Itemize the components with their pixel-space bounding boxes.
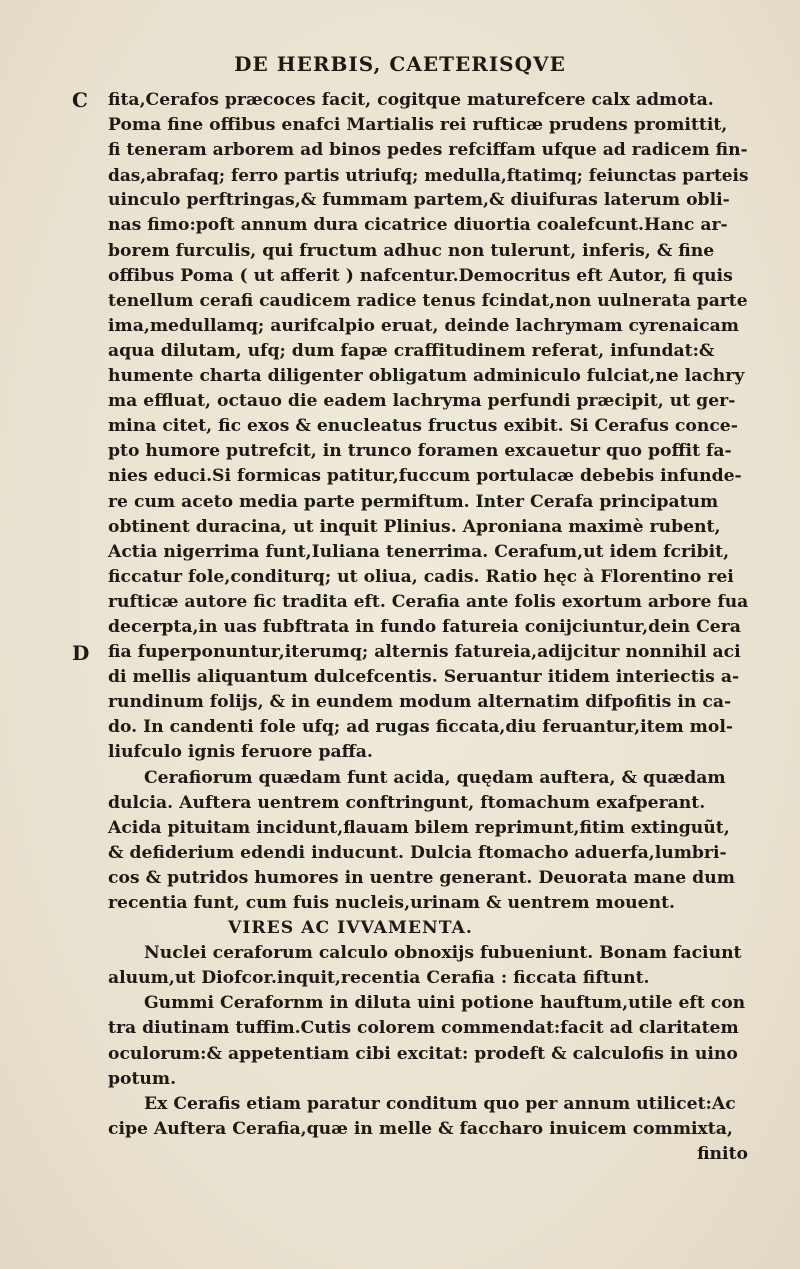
text-line: Nuclei ceraforum calculo obnoxijs fubueniunt. Bonam faciunt: [144, 943, 742, 964]
text-line: tra diutinam tuffim.Cutis colorem commendat:facit ad claritatem: [108, 1018, 739, 1039]
text-line: do. In candenti fole ufq; ad rugas ficcata,diu feruantur,item mol-: [108, 717, 733, 738]
text-line: oculorum:& appetentiam cibi excitat: prodeft & calculofis in uino: [108, 1043, 738, 1064]
text-line: das,abrafaq; ferro partis utriufq; medulla,ftatimq; feiunctas parteis: [108, 165, 749, 186]
text-line: & defiderium edendi inducunt. Dulcia ftomacho aduerfa,lumbri-: [108, 842, 727, 863]
text-line: Acida pituitam incidunt,flauam bilem reprimunt,fitim extinguũt,: [108, 817, 730, 838]
text-line: ma effluat, octauo die eadem lachryma perfundi præcipit, ut ger-: [108, 391, 736, 412]
text-line: Cerafiorum quædam funt acida, quędam auftera, & quædam: [144, 767, 726, 788]
text-line: humente charta diligenter obligatum adminiculo fulciat,ne lachry: [108, 366, 745, 387]
text-line: cipe Auftera Cerafia,quæ in melle & faccharo inuicem commixta,: [108, 1118, 733, 1139]
text-line: dulcia. Auftera uentrem conftringunt, ftomachum exafperant.: [108, 792, 706, 813]
text-line: mina citet, fic exos & enucleatus fructus exibit. Si Cerafus conce-: [108, 416, 738, 437]
text-line: re cum aceto media parte permiftum. Inter Cerafa principatum: [108, 491, 719, 512]
text-line: obtinent duracina, ut inquit Plinius. Aproniana maximè rubent,: [108, 516, 721, 537]
margin-letter-d: D: [72, 641, 90, 665]
text-line: aqua dilutam, ufq; dum fapæ craffitudinem referat, infundat:&: [108, 340, 715, 361]
text-line: tenellum cerafi caudicem radice tenus fcindat,non uulnerata parte: [108, 290, 748, 311]
text-line: fita,Cerafos præcoces facit, cogitque maturefcere calx admota.: [108, 90, 714, 110]
section-heading: VIRES AC IVVAMENTA.: [228, 918, 473, 939]
text-line: aluum,ut Diofcor.inquit,recentia Cerafia : ficcata fiftunt.: [108, 968, 650, 989]
text-line: Gummi Cerafornm in diluta uini potione hauftum,utile eft con: [144, 993, 746, 1014]
text-line: Poma fine offibus enafci Martialis rei rufticæ prudens promittit,: [108, 115, 728, 136]
text-line: potum.: [108, 1068, 177, 1089]
text-line: cos & putridos humores in uentre generant. Deuorata mane dum: [108, 867, 735, 888]
text-line: uinculo perftringas,& fummam partem,& diuifuras laterum obli-: [108, 190, 730, 211]
text-line: ima,medullamq; aurifcalpio eruat, deinde lachrymam cyrenaicam: [108, 315, 739, 336]
text-line: borem furculis, qui fructum adhuc non tulerunt, inferis, & fine: [108, 240, 715, 261]
text-line: recentia funt, cum fuis nucleis,urinam & uentrem mouent.: [108, 893, 676, 913]
text-line: Ex Cerafis etiam paratur conditum quo per annum utilicet:Ac: [144, 1093, 736, 1114]
text-line: rufticæ autore fic tradita eft. Cerafia ante folis exortum arbore fua: [108, 591, 749, 612]
catchword: finito: [697, 1143, 748, 1164]
text-line: liufculo ignis feruore paffa.: [108, 742, 373, 763]
margin-letter-c: C: [72, 88, 88, 112]
text-line: fia fuperponuntur,iterumq; alternis fatureia,adijcitur nonnihil aci: [108, 642, 741, 663]
text-line: offibus Poma ( ut afferit ) nafcentur.Democritus eft Autor, fi quis: [108, 265, 733, 286]
text-line: decerpta,in uas fubftrata in fundo fatureia conijciuntur,dein Cera: [108, 616, 741, 637]
text-line: nies educi.Si formicas patitur,fuccum portulacæ debebis infunde-: [108, 466, 742, 487]
text-line: pto humore putrefcit, in trunco foramen excauetur quo poffit fa-: [108, 441, 732, 462]
text-line: ficcatur fole,conditurq; ut oliua, cadis. Ratio hęc à Florentino rei: [108, 566, 734, 587]
text-line: rundinum folijs, & in eundem modum alternatim difpofitis in ca-: [108, 692, 732, 713]
text-line: nas fimo:poft annum dura cicatrice diuortia coalefcunt.Hanc ar-: [108, 215, 728, 236]
text-line: Actia nigerrima funt,Iuliana tenerrima. Cerafum,ut idem fcribit,: [108, 541, 730, 562]
text-line: fi teneram arborem ad binos pedes refciffam ufque ad radicem fin-: [108, 140, 748, 161]
main-text: [108, 88, 748, 1167]
running-head: DE HERBIS, CAETERISQVE: [234, 52, 566, 76]
text-line: di mellis aliquantum dulcefcentis. Seruantur itidem interiectis a-: [108, 667, 740, 688]
